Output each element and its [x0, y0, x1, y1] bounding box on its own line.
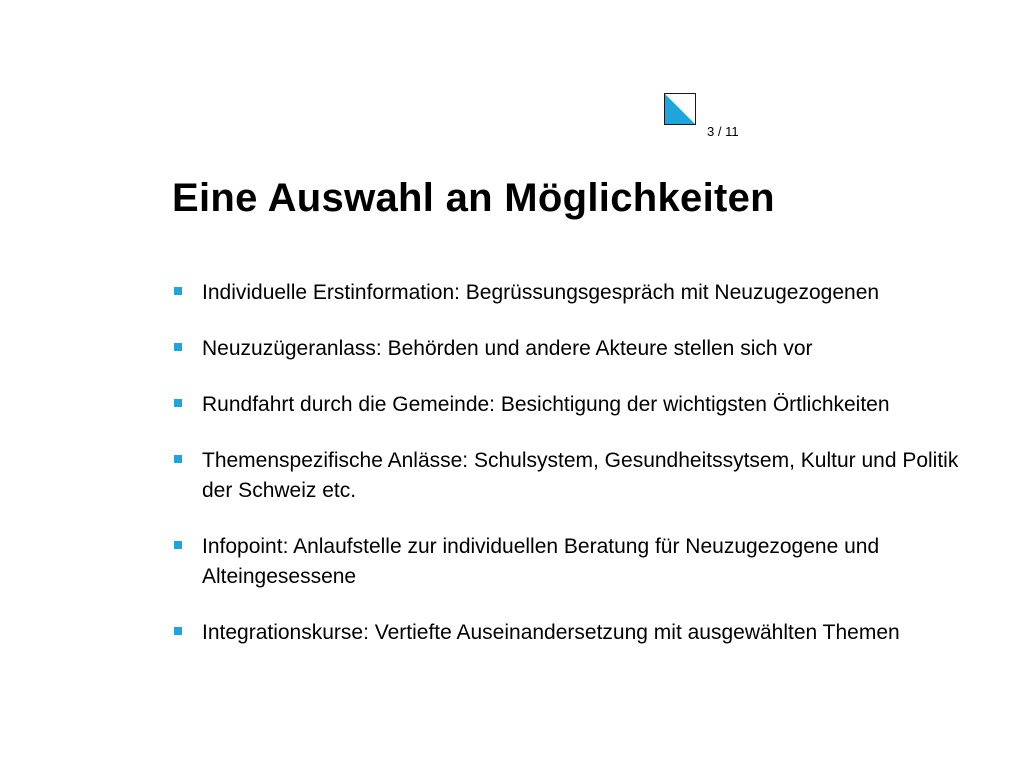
- bullet-item-erstinformation: [172, 278, 972, 308]
- bullet-list: [172, 278, 972, 648]
- bullet-item-rundfahrt: [172, 390, 972, 420]
- bullet-item-infopoint: [172, 532, 972, 592]
- bullet-item-integrationskurse: [172, 618, 972, 648]
- page-number: 3 / 11: [707, 124, 739, 139]
- bullet-text: Rundfahrt durch die Gemeinde: Besichtigung der wichtigsten Örtlichkeiten: [202, 393, 890, 416]
- square-bullet-icon: [174, 541, 182, 549]
- square-bullet-icon: [174, 399, 182, 407]
- square-bullet-icon: [174, 455, 182, 463]
- canton-zurich-flag-icon: [664, 93, 696, 125]
- square-bullet-icon: [174, 627, 182, 635]
- square-bullet-icon: [174, 287, 182, 295]
- bullet-text: Integrationskurse: Vertiefte Auseinandersetzung mit ausgewählten Themen: [202, 621, 900, 644]
- square-bullet-icon: [174, 343, 182, 351]
- bullet-text: Neuzuzügeranlass: Behörden und andere Akteure stellen sich vor: [202, 337, 813, 360]
- bullet-item-neuzuzuegeranlass: [172, 334, 972, 364]
- bullet-text: Infopoint: Anlaufstelle zur individuellen Beratung für Neuzugezogene und Alteingesessene: [202, 535, 880, 588]
- bullet-item-themenspezifische-anlaesse: [172, 446, 972, 506]
- bullet-text: Individuelle Erstinformation: Begrüssungsgespräch mit Neuzugezogenen: [202, 281, 880, 304]
- bullet-text: Themenspezifische Anlässe: Schulsystem, Gesundheitssytsem, Kultur und Politik der Schweiz etc.: [202, 449, 959, 502]
- slide-title: Eine Auswahl an Möglichkeiten: [172, 176, 775, 220]
